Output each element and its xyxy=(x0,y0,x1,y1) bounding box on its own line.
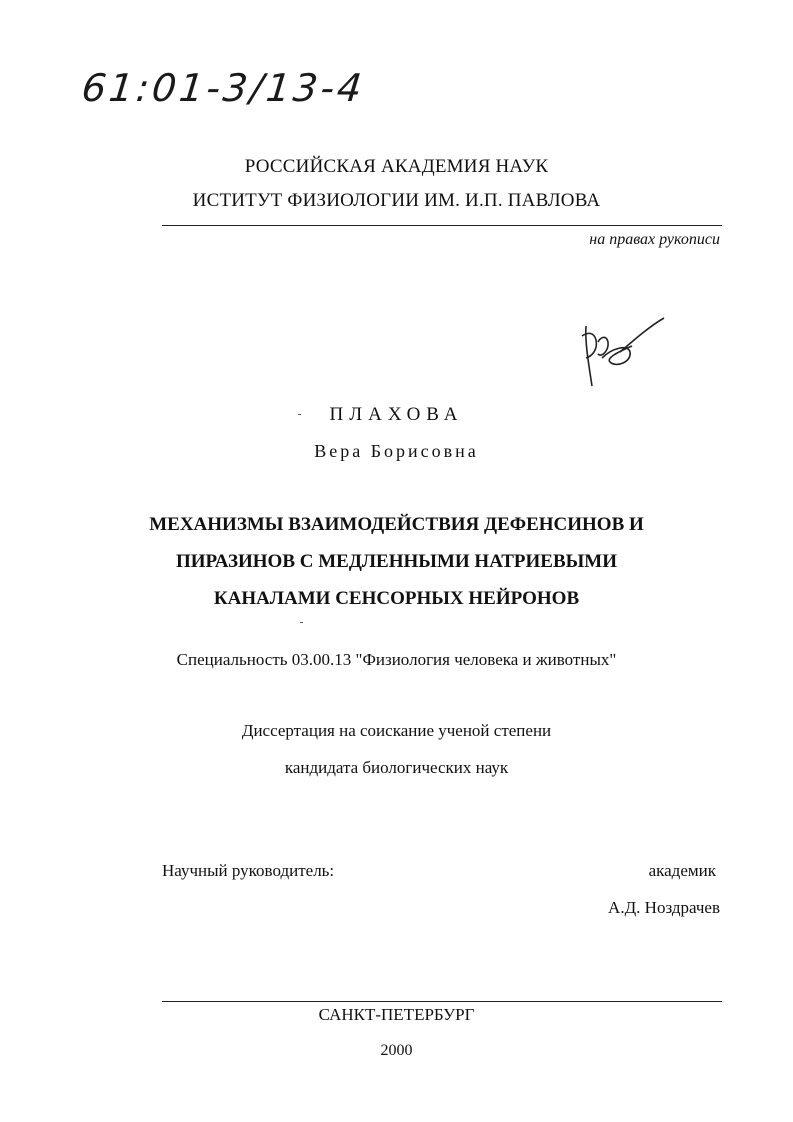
top-divider xyxy=(162,225,722,226)
handwritten-catalog-number: 61:01-3/13-4 xyxy=(79,66,367,110)
title-line: МЕХАНИЗМЫ ВЗАИМОДЕЙСТВИЯ ДЕФЕНСИНОВ И xyxy=(149,514,644,535)
author-given-name: Вера Борисовна xyxy=(314,441,479,461)
scan-speck xyxy=(298,414,301,415)
title-line: КАНАЛАМИ СЕНСОРНЫХ НЕЙРОНОВ xyxy=(213,588,580,609)
scan-speck xyxy=(300,622,303,623)
city: САНКТ-ПЕТЕРБУРГ xyxy=(318,1005,475,1024)
advisor-name: А.Д. Ноздрачев xyxy=(608,898,720,917)
advisor-rank: академик xyxy=(648,861,716,880)
institute-name: ИСТИТУТ ФИЗИОЛОГИИ ИМ. И.П. ПАВЛОВА xyxy=(192,190,601,211)
advisor-label: Научный руководитель: xyxy=(162,861,335,880)
year: 2000 xyxy=(380,1042,413,1059)
academy-name: РОССИЙСКАЯ АКАДЕМИЯ НАУК xyxy=(244,156,549,177)
degree-line-2: кандидата биологических наук xyxy=(284,758,509,777)
bottom-divider xyxy=(162,1001,722,1002)
dissertation-title xyxy=(0,506,793,617)
degree-line-1: Диссертация на соискание ученой степени xyxy=(241,721,552,740)
signature xyxy=(572,312,672,392)
author-surname: ПЛАХОВА xyxy=(329,404,464,425)
specialty: Специальность 03.00.13 "Физиология человека и животных" xyxy=(176,650,617,669)
title-line: ПИРАЗИНОВ С МЕДЛЕННЫМИ НАТРИЕВЫМИ xyxy=(175,551,618,572)
rights-note: на правах рукописи xyxy=(589,231,720,248)
